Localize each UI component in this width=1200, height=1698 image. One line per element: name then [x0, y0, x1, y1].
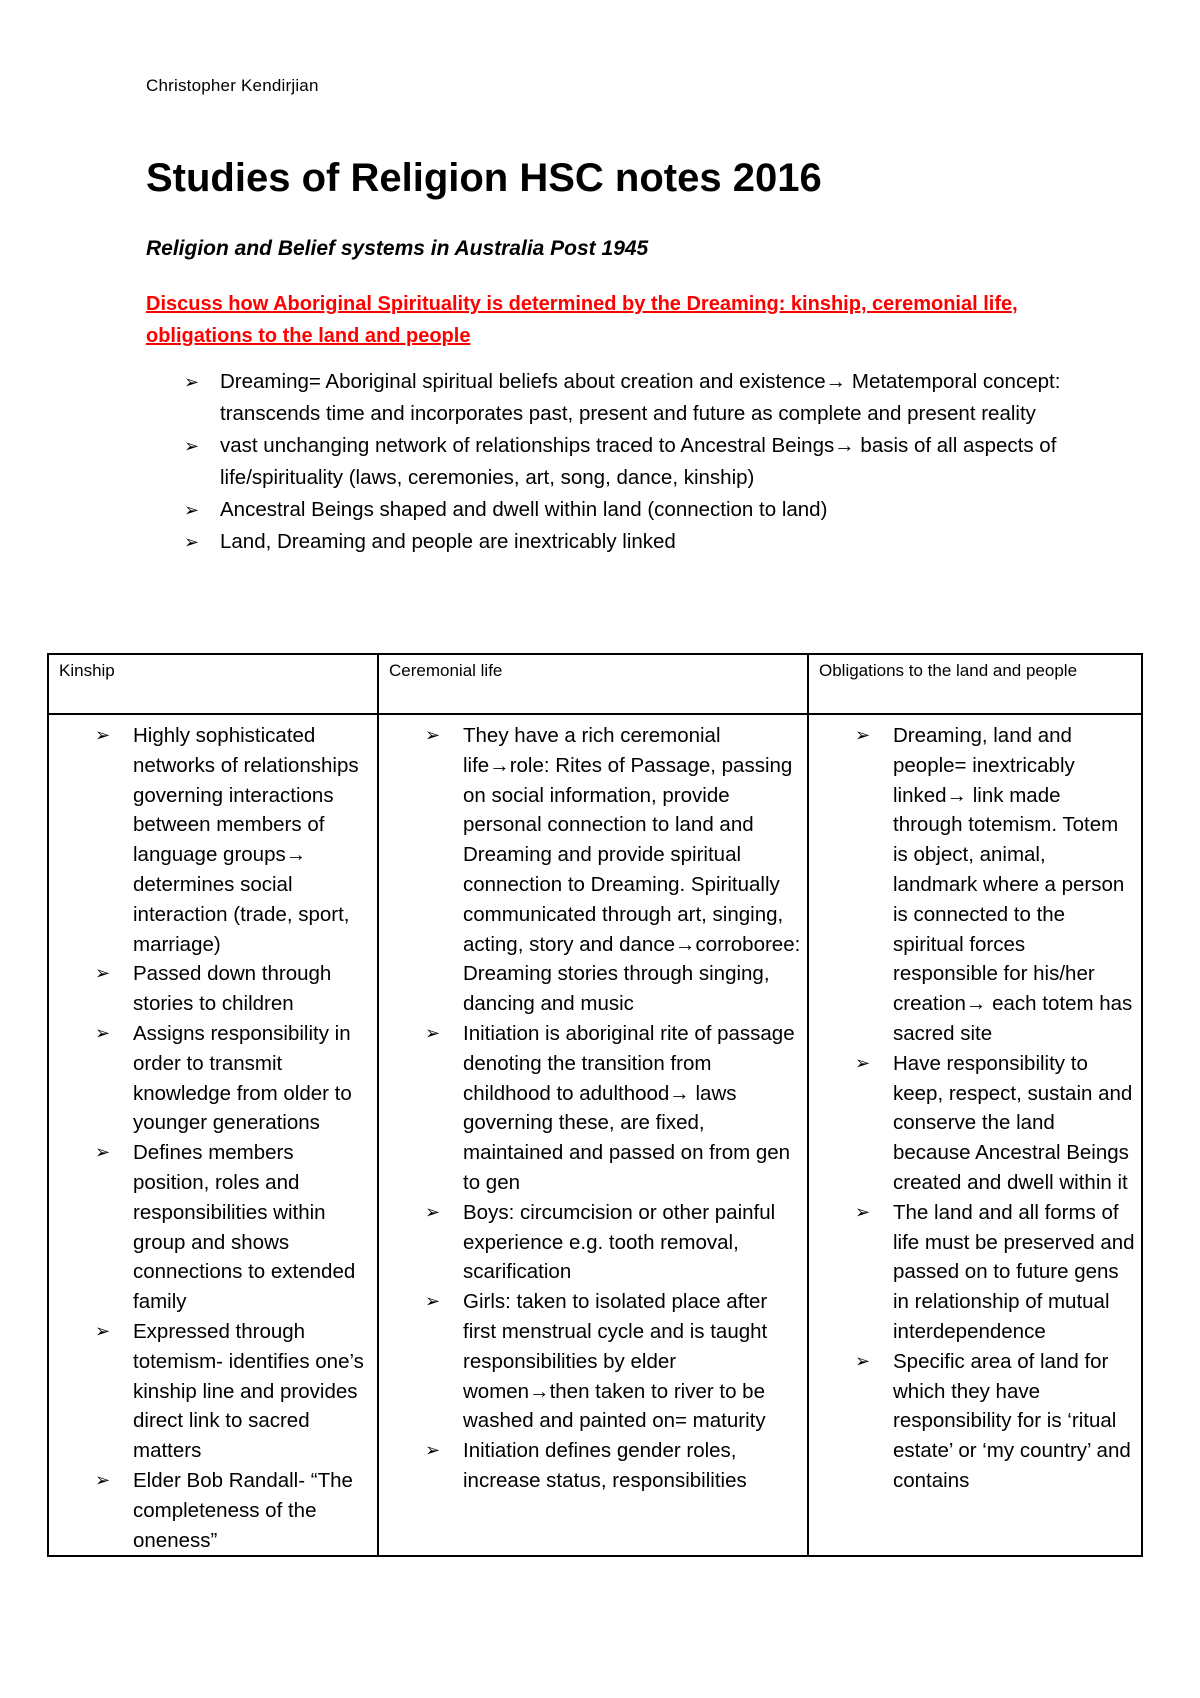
list-item: [49, 1317, 371, 1466]
list-item: [809, 1049, 1135, 1198]
arrowhead-bullet-icon: ➢: [425, 1440, 441, 1461]
arrowhead-bullet-icon: ➢: [855, 1350, 871, 1371]
list-item-text: Dreaming= Aboriginal spiritual beliefs about creation and existence→ Metatemporal concept: transcends time and incorporates past, present and future as complete and present reality: [220, 370, 1061, 425]
table-header-row: [48, 654, 1142, 714]
column-header-ceremonial-life: Ceremonial life: [378, 654, 808, 714]
list-item-text: Dreaming, land and people= inextricably linked→ link made through totemism. Totem is object, animal, landmark where a person is connected to the spiritual forces responsible for his/her creation→ each totem has sacred site: [893, 724, 1133, 1045]
column-header-kinship: Kinship: [48, 654, 378, 714]
list-item-text: They have a rich ceremonial life→role: Rites of Passage, passing on social information, provide personal connection to land and Dreaming and provide spiritual connection to Dreaming. Spiritually communicated through art, singing, acting, story and dance→corroboree: Dreaming stories through singing, dancing and music: [463, 724, 801, 1016]
list-item-text: Expressed through totemism- identifies one’s kinship line and provides direct link to sacred matters: [133, 1319, 364, 1463]
list-item-text: Ancestral Beings shaped and dwell within land (connection to land): [220, 498, 828, 521]
arrowhead-bullet-icon: ➢: [95, 963, 111, 984]
list-item-text: Initiation defines gender roles, increase status, responsibilities: [463, 1439, 747, 1492]
arrowhead-bullet-icon: ➢: [425, 1201, 441, 1222]
list-item-text: Assigns responsibility in order to transmit knowledge from older to younger generations: [133, 1021, 352, 1135]
list-item: [146, 526, 1066, 558]
document-subtitle: Religion and Belief systems in Australia Post 1945: [146, 237, 649, 260]
list-item: [146, 430, 1066, 494]
document-title: Studies of Religion HSC notes 2016: [146, 156, 822, 200]
list-item-text: Highly sophisticated networks of relationships governing interactions between members of language groups→ determines social interaction (trade, sport, marriage): [133, 724, 359, 956]
arrowhead-bullet-icon: ➢: [184, 532, 200, 552]
ceremonial-life-cell: [378, 714, 808, 1556]
arrowhead-bullet-icon: ➢: [425, 725, 441, 745]
list-item: [49, 721, 371, 959]
arrowhead-bullet-icon: ➢: [95, 1320, 111, 1341]
list-item: [49, 1019, 371, 1138]
arrowhead-bullet-icon: ➢: [184, 500, 200, 520]
list-item-text: vast unchanging network of relationships traced to Ancestral Beings→ basis of all aspects of life/spirituality (laws, ceremonies, art, song, dance, kinship): [220, 434, 1057, 489]
list-item-text: Boys: circumcision or other painful experience e.g. tooth removal, scarification: [463, 1200, 776, 1284]
list-item-text: The land and all forms of life must be preserved and passed on to future gens in relationship of mutual interdependence: [893, 1200, 1135, 1343]
list-item: [49, 1466, 371, 1555]
arrowhead-bullet-icon: ➢: [184, 372, 200, 392]
obligations-list: [809, 721, 1135, 1496]
list-item-text: Land, Dreaming and people are inextricably linked: [220, 530, 676, 553]
list-item-text: Defines members position, roles and responsibilities within group and shows connections to extended family: [133, 1141, 356, 1314]
arrowhead-bullet-icon: ➢: [855, 1052, 871, 1073]
obligations-cell: [808, 714, 1142, 1556]
arrowhead-bullet-icon: ➢: [95, 725, 111, 745]
arrowhead-bullet-icon: ➢: [855, 1201, 871, 1222]
syllabus-question: Discuss how Aboriginal Spirituality is determined by the Dreaming: kinship, ceremonial life, obligations to the land and people: [146, 293, 1018, 347]
arrowhead-bullet-icon: ➢: [425, 1291, 441, 1312]
list-item-text: Initiation is aboriginal rite of passage denoting the transition from childhood to adulthood→ laws governing these, are fixed, maintained and passed on from gen to gen: [463, 1021, 795, 1194]
author-name: Christopher Kendirjian: [146, 76, 319, 95]
list-item: [49, 1138, 371, 1317]
arrowhead-bullet-icon: ➢: [95, 1469, 111, 1490]
list-item-text: Specific area of land for which they have responsibility for is ‘ritual estate’ or ‘my country’ and contains: [893, 1349, 1131, 1492]
intro-bullet-list: [146, 366, 1066, 558]
list-item-text: Passed down through stories to children: [133, 962, 332, 1016]
list-item-text: Elder Bob Randall- “The completeness of the oneness”: [133, 1468, 353, 1552]
column-header-obligations: Obligations to the land and people: [808, 654, 1142, 714]
list-item: [49, 959, 371, 1019]
arrowhead-bullet-icon: ➢: [95, 1142, 111, 1163]
list-item: [809, 721, 1135, 1049]
arrowhead-bullet-icon: ➢: [95, 1022, 111, 1043]
list-item: [379, 1019, 801, 1198]
list-item: [379, 1287, 801, 1436]
list-item-text: Have responsibility to keep, respect, sustain and conserve the land because Ancestral Beings created and dwell within it: [893, 1051, 1133, 1194]
list-item-text: Girls: taken to isolated place after first menstrual cycle and is taught responsibilities by elder women→then taken to river to be washed and painted on= maturity: [463, 1290, 768, 1433]
arrowhead-bullet-icon: ➢: [855, 725, 871, 745]
list-item: [146, 494, 1066, 526]
kinship-cell: [48, 714, 378, 1556]
list-item: [809, 1198, 1135, 1347]
list-item: [809, 1347, 1135, 1496]
arrowhead-bullet-icon: ➢: [425, 1022, 441, 1043]
table-row: [48, 714, 1142, 1556]
list-item: [379, 721, 801, 1019]
list-item: [379, 1198, 801, 1287]
kinship-list: [49, 721, 371, 1555]
arrowhead-bullet-icon: ➢: [184, 436, 200, 456]
list-item: [146, 366, 1066, 430]
notes-table: [47, 653, 1143, 1557]
ceremonial-life-list: [379, 721, 801, 1496]
list-item: [379, 1436, 801, 1496]
